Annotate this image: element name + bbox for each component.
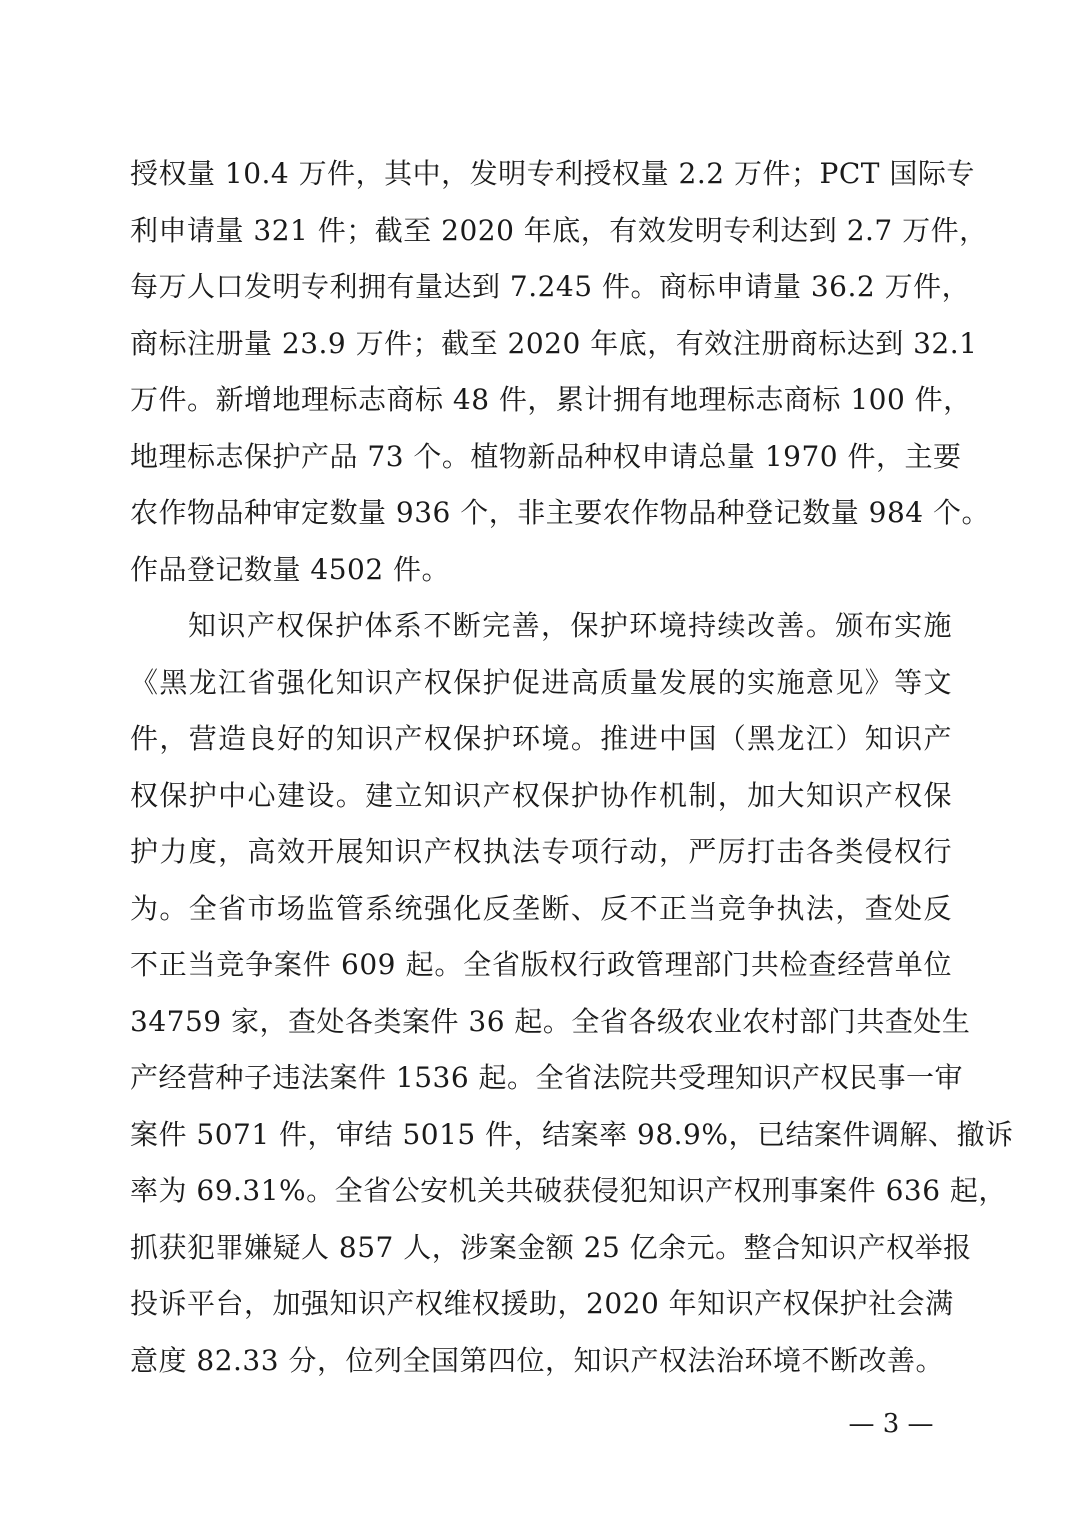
text-line: 护力度，高效开展知识产权执法专项行动，严厉打击各类侵权行 bbox=[130, 835, 952, 868]
text-line: 34759 家，查处各类案件 36 起。全省各级农业农村部门共查处生 bbox=[130, 1004, 971, 1038]
text-line: 产经营种子违法案件 1536 起。全省法院共受理知识产权民事一审 bbox=[130, 1061, 964, 1094]
text-line: 权保护中心建设。建立知识产权保护协作机制，加大知识产权保 bbox=[130, 778, 952, 812]
text-line: 抓获犯罪嫌疑人 857 人，涉案金额 25 亿余元。整合知识产权举报 bbox=[130, 1230, 972, 1264]
text-line: 商标注册量 23.9 万件；截至 2020 年底，有效注册商标达到 32.1 bbox=[130, 326, 978, 360]
page-number: — 3 — bbox=[848, 1409, 934, 1439]
text-line: 意度 82.33 分，位列全国第四位，知识产权法治环境不断改善。 bbox=[130, 1343, 944, 1377]
paragraph-protection bbox=[130, 598, 1014, 1389]
text-line: 率为 69.31%。全省公安机关共破获侵犯知识产权刑事案件 636 起， bbox=[130, 1174, 1007, 1207]
text-line: 为。全省市场监管系统强化反垄断、反不正当竞争执法，查处反 bbox=[130, 891, 952, 925]
text-line: 农作物品种审定数量 936 个，非主要农作物品种登记数量 984 个。 bbox=[130, 496, 990, 529]
text-line: 不正当竞争案件 609 起。全省版权行政管理部门共检查经营单位 bbox=[130, 948, 952, 981]
text-line: 《黑龙江省强化知识产权保护促进高质量发展的实施意见》等文 bbox=[130, 665, 952, 699]
text-line: 万件。新增地理标志商标 48 件，累计拥有地理标志商标 100 件， bbox=[130, 383, 972, 416]
text-line: 地理标志保护产品 73 个。植物新品种权申请总量 1970 件，主要 bbox=[130, 439, 962, 473]
text-line: 作品登记数量 4502 件。 bbox=[130, 552, 451, 586]
text-line: 案件 5071 件，审结 5015 件，结案率 98.9%，已结案件调解、撤诉 bbox=[130, 1117, 1014, 1151]
paragraph-statistics bbox=[130, 146, 990, 598]
text-line: 投诉平台，加强知识产权维权援助，2020 年知识产权保护社会满 bbox=[130, 1287, 954, 1320]
text-line: 授权量 10.4 万件，其中，发明专利授权量 2.2 万件；PCT 国际专 bbox=[130, 157, 975, 190]
text-line: 利申请量 321 件；截至 2020 年底，有效发明专利达到 2.7 万件， bbox=[130, 213, 988, 247]
text-line: 件，营造良好的知识产权保护环境。推进中国（黑龙江）知识产 bbox=[130, 722, 952, 755]
body-text bbox=[130, 146, 1014, 1389]
text-line: 知识产权保护体系不断完善，保护环境持续改善。颁布实施 bbox=[188, 609, 952, 642]
text-line: 每万人口发明专利拥有量达到 7.245 件。商标申请量 36.2 万件， bbox=[130, 270, 971, 303]
